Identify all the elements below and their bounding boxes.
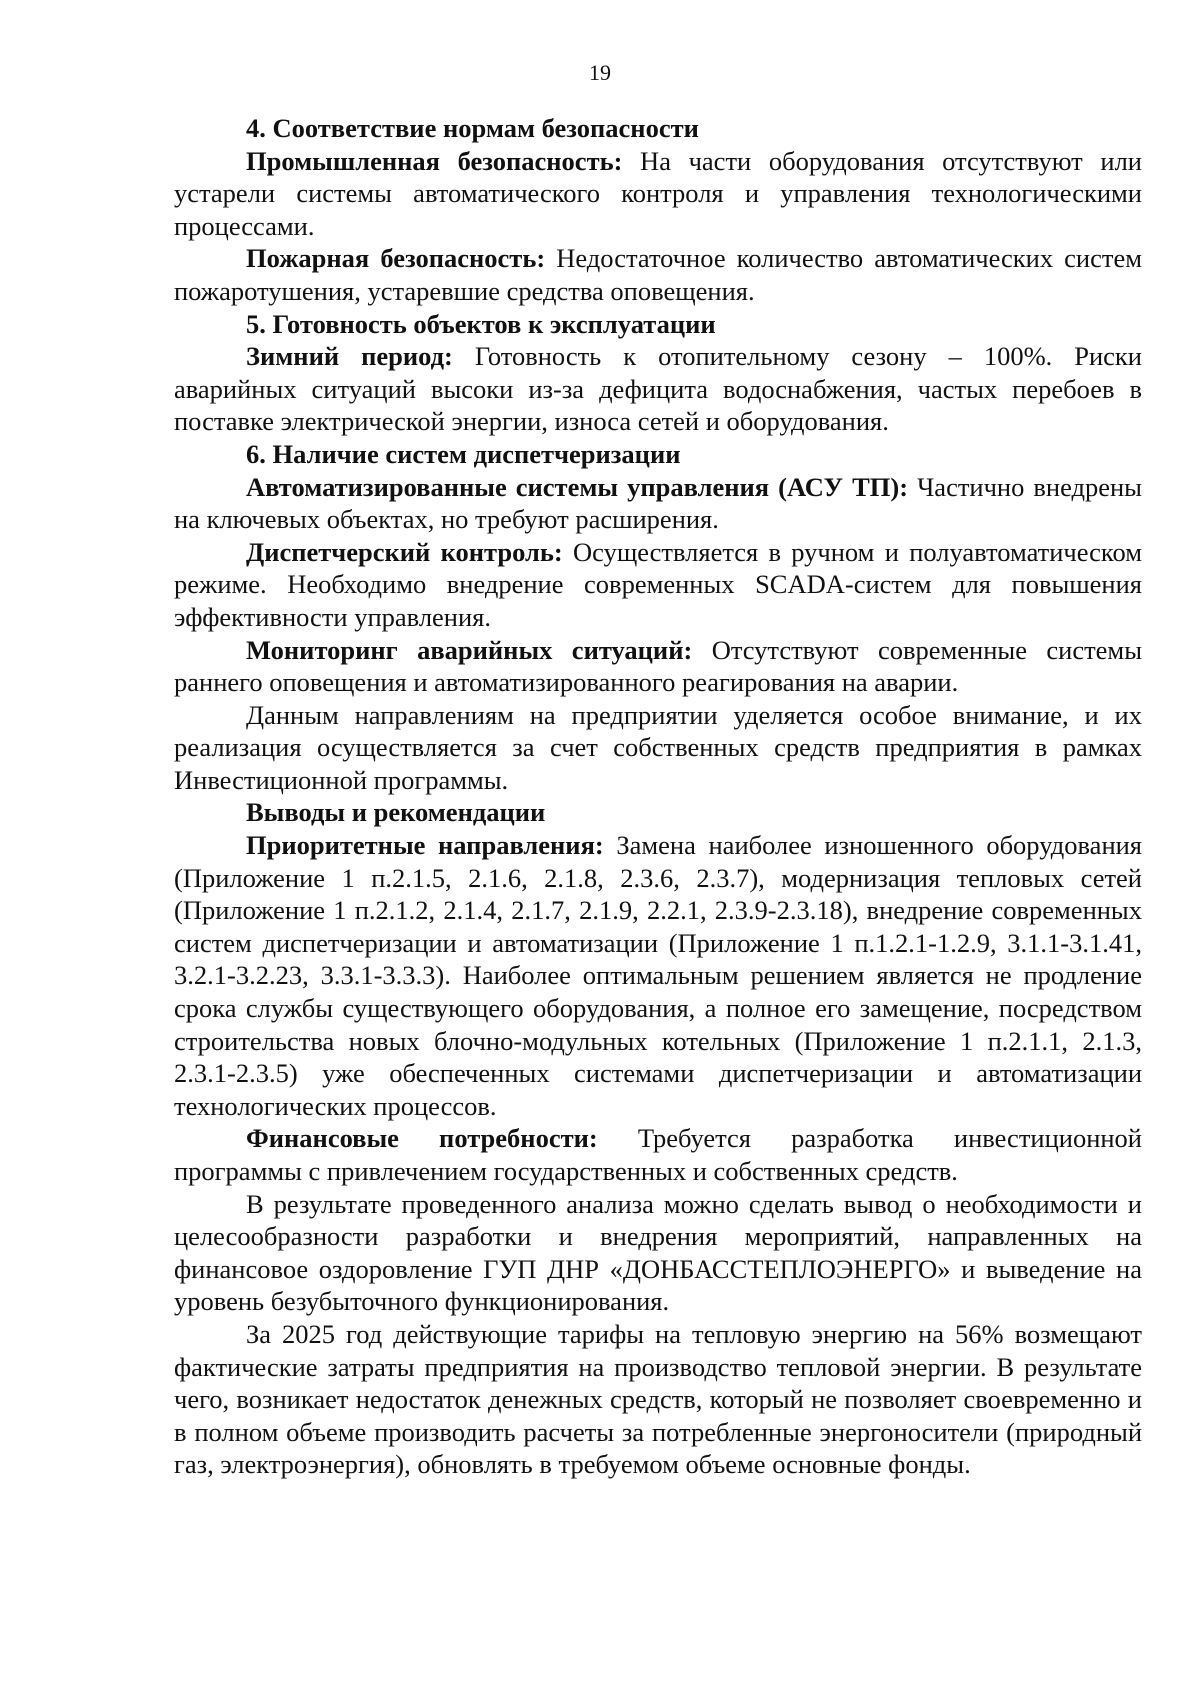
paragraph-directions-attention bbox=[174, 699, 1142, 797]
paragraph-asu-tp bbox=[174, 471, 1142, 536]
paragraph-text: За 2025 год действующие тарифы на тепловую энергию на 56% возмещают фактические затраты предприятия на производство тепловой энергии. В результате чего, возникает недостаток денежных средств, который не позволяет своевременно и в полном объеме производить расчеты за потребленные энергоносители (природный газ, электроэнергия), обновлять в требуемом объеме основные фонды. bbox=[174, 1318, 1142, 1480]
paragraph-lead: Финансовые потребности: bbox=[246, 1123, 598, 1154]
paragraph-financial-needs bbox=[174, 1122, 1142, 1187]
paragraph-text: Замена наиболее изношенного оборудования (Приложение 1 п.2.1.5, 2.1.6, 2.1.8, 2.3.6, 2.3.7), модернизация тепловых сетей (Приложение 1 п.2.1.2, 2.1.4, 2.1.7, 2.1.9, 2.2.1, 2.3.9-2.3.18), внедрение современных систем диспетчеризации и автоматизации (Приложение 1 п.1.2.1-1.2.9, 3.1.1-3.1.41, 3.2.1-3.2.23, 3.3.1-3.3.3). Наиболее оптимальным решением является не продление срока службы существующего оборудования, а полное его замещение, посредством строительства новых блочно-модульных котельных (Приложение 1 п.2.1.1, 2.1.3, 2.3.1-2.3.5) уже обеспеченных системами диспетчеризации и автоматизации технологических процессов. bbox=[174, 830, 1142, 1121]
section-heading-readiness: 5. Готовность объектов к эксплуатации bbox=[246, 308, 716, 339]
paragraph-text: Частично внедрены на ключевых объектах, но требуют расширения. bbox=[174, 471, 1142, 535]
paragraph-emergency-monitoring bbox=[174, 634, 1142, 699]
section-heading-conclusions: Выводы и рекомендации bbox=[246, 797, 546, 828]
paragraph-winter-period bbox=[174, 340, 1142, 438]
section-heading-dispatching: 6. Наличие систем диспетчеризации bbox=[246, 438, 681, 469]
paragraph-fire-safety bbox=[174, 242, 1142, 307]
paragraph-text: В результате проведенного анализа можно сделать вывод о необходимости и целесообразности разработки и внедрения мероприятий, направленных на финансовое оздоровление ГУП ДНР «ДОНБАССТЕПЛОЭНЕРГО» и выведение на уровень безубыточного функционирования. bbox=[174, 1188, 1142, 1317]
paragraph-lead: Приоритетные направления: bbox=[246, 830, 604, 861]
document-body bbox=[174, 112, 1142, 1481]
paragraph-text: Недостаточное количество автоматических систем пожаротушения, устаревшие средства оповещения. bbox=[174, 243, 1142, 306]
paragraph-text: Отсутствуют современные системы раннего оповещения и автоматизированного реагирования на аварии. bbox=[174, 634, 1143, 698]
paragraph-priority-directions bbox=[174, 829, 1142, 1122]
paragraph-analysis-result bbox=[174, 1188, 1142, 1318]
paragraph-lead: Диспетчерский контроль: bbox=[246, 536, 563, 567]
section-heading-safety: 4. Соответствие нормам безопасности bbox=[246, 113, 699, 143]
paragraph-text: Требуется разработка инвестиционной программы с привлечением государственных и собственных средств. bbox=[174, 1123, 1142, 1186]
paragraph-text: Данным направлениям на предприятии уделяется особое внимание, и их реализация осуществляется за счет собственных средств предприятия в рамках Инвестиционной программы. bbox=[174, 699, 1142, 795]
paragraph-text: Готовность к отопительному сезону – 100%. Риски аварийных ситуаций высоки из-за дефицита водоснабжения, частых перебоев в поставке электрической энергии, износа сетей и оборудования. bbox=[174, 341, 1142, 437]
paragraph-tariffs-2025 bbox=[174, 1318, 1142, 1481]
paragraph-industrial-safety bbox=[174, 145, 1142, 243]
paragraph-text: На части оборудования отсутствуют или устарели системы автоматического контроля и управления технологическими процессами. bbox=[174, 145, 1142, 241]
paragraph-dispatch-control bbox=[174, 536, 1142, 634]
paragraph-lead: Пожарная безопасность: bbox=[246, 243, 546, 274]
paragraph-lead: Зимний период: bbox=[246, 341, 453, 372]
paragraph-text: Осуществляется в ручном и полуавтоматическом режиме. Необходимо внедрение современных SCADA-систем для повышения эффективности управления. bbox=[174, 536, 1142, 632]
paragraph-lead: Промышленная безопасность: bbox=[246, 145, 623, 176]
paragraph-lead: Мониторинг аварийных ситуаций: bbox=[246, 634, 693, 665]
page-number: 19 bbox=[589, 60, 611, 85]
paragraph-lead: Автоматизированные системы управления (АСУ ТП): bbox=[246, 471, 909, 502]
